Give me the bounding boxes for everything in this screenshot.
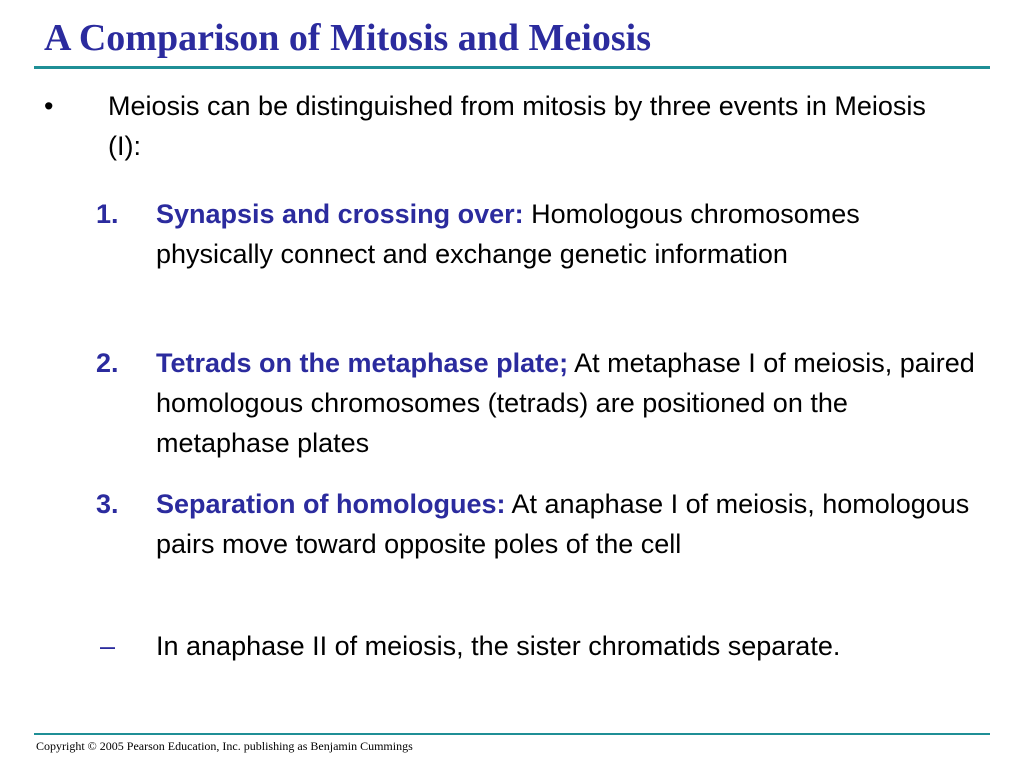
list-item-number: 3.: [96, 489, 119, 519]
title-divider: [34, 66, 990, 69]
list-item-text: [156, 484, 976, 564]
list-item-heading: Synapsis and crossing over:: [156, 199, 524, 229]
intro-bullet: [44, 86, 944, 166]
list-item-body: Homologous chromosomes physically connect and exchange genetic information: [156, 199, 860, 269]
list-item-1: [96, 194, 976, 274]
footer-divider: [34, 733, 990, 735]
slide-title: A Comparison of Mitosis and Meiosis: [44, 17, 651, 59]
list-item-body: At anaphase I of meiosis, homologous pairs move toward opposite poles of the cell: [156, 489, 970, 559]
copyright-footer: Copyright © 2005 Pearson Education, Inc. publishing as Benjamin Cummings: [36, 739, 413, 753]
intro-bullet-text: Meiosis can be distinguished from mitosis by three events in Meiosis (I):: [108, 91, 926, 161]
sub-item: [96, 626, 976, 666]
list-item-text: [156, 194, 976, 274]
sub-item-text: In anaphase II of meiosis, the sister chromatids separate.: [156, 631, 841, 661]
list-item-number: 1.: [96, 199, 119, 229]
list-item-heading: Separation of homologues:: [156, 489, 506, 519]
bullet-mark: •: [44, 91, 54, 121]
list-item-body: At metaphase I of meiosis, paired homologous chromosomes (tetrads) are positioned on the metaphase plates: [156, 348, 975, 458]
list-item-2: [96, 343, 976, 463]
list-item-3: [96, 484, 976, 564]
list-item-heading: Tetrads on the metaphase plate;: [156, 348, 569, 378]
list-item-number: 2.: [96, 348, 119, 378]
list-item-text: [156, 343, 976, 463]
dash-mark: –: [100, 631, 116, 661]
